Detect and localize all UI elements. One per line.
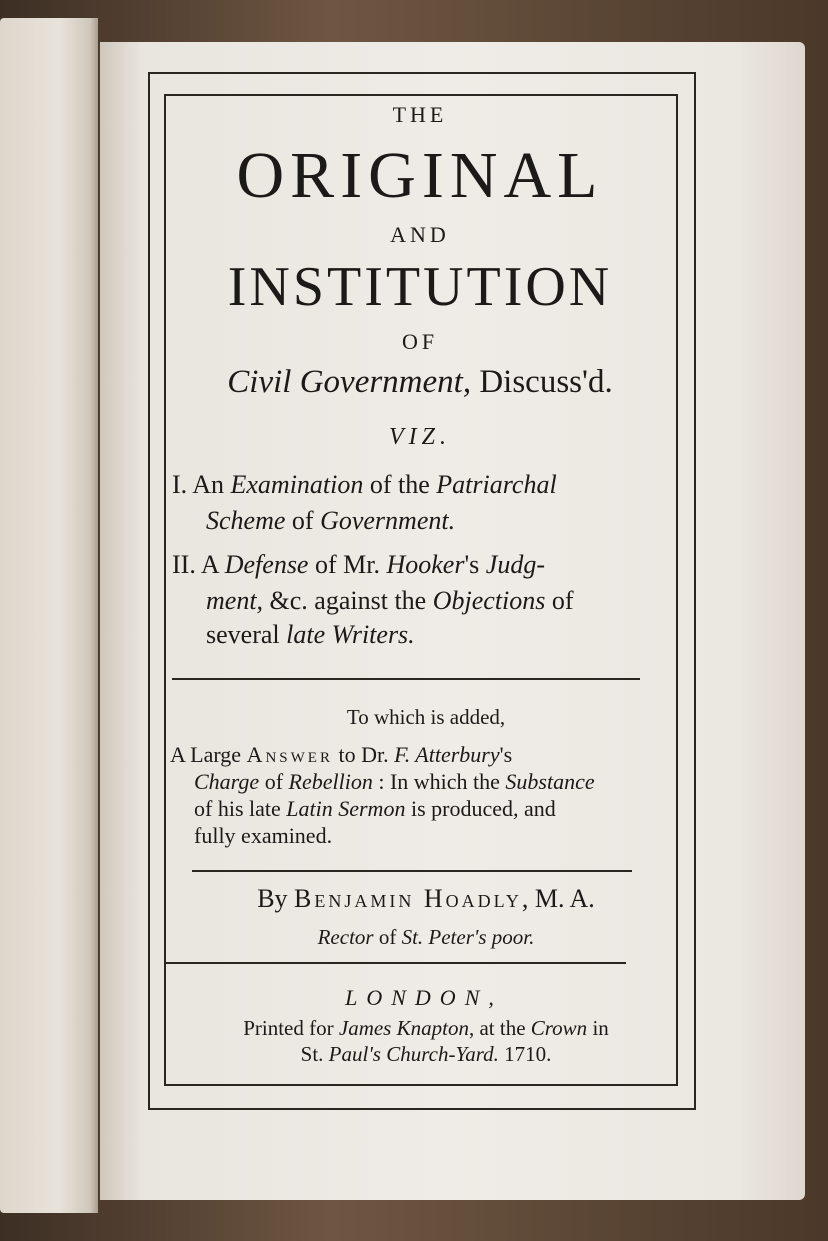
imprint-at-the: , at the — [468, 1016, 531, 1040]
imprint-london-text: LONDON, — [345, 985, 503, 1010]
title-the-text: THE — [392, 102, 448, 127]
title-the — [6, 102, 828, 128]
viz-text: VIZ. — [389, 424, 451, 450]
added-line-four — [194, 796, 644, 822]
title-and — [6, 222, 828, 248]
added-line-three — [194, 769, 644, 795]
item-two-objections: Objections — [432, 586, 546, 615]
imprint-in: in — [587, 1016, 609, 1040]
author-name: Benjamin Hoadly — [294, 884, 522, 913]
item-one-of-the: of the — [363, 470, 437, 499]
civil-government-text: Civil Government, — [227, 364, 472, 400]
added-possessive: 's — [499, 742, 513, 767]
added-line-one — [12, 705, 828, 730]
item-two-number: II. A — [172, 550, 225, 579]
item-two-line-two — [206, 586, 646, 616]
title-institution — [6, 255, 828, 319]
imprint-james-knapton: James Knapton — [338, 1016, 469, 1040]
subtitle-civil-government — [6, 364, 828, 401]
rector-parish: St. Peter's poor. — [401, 925, 535, 949]
imprint-year: 1710. — [498, 1042, 552, 1066]
item-one-examination: Examination — [230, 470, 364, 499]
rector-of: of — [373, 925, 402, 949]
added-rebellion: Rebellion — [288, 769, 373, 794]
added-to-dr: to Dr. — [332, 742, 395, 767]
item-two-of: of — [545, 586, 574, 615]
added-is-produced: is produced, and — [405, 796, 556, 821]
item-two-hooker: Hooker — [386, 550, 465, 579]
item-two-against: &c. against the — [263, 586, 433, 615]
item-two-line-one — [172, 550, 652, 580]
item-two-defense: Defense — [224, 550, 309, 579]
item-two-ment: ment, — [206, 586, 264, 615]
imprint-london — [10, 985, 828, 1011]
item-two-several: several — [206, 620, 287, 649]
title-original-text: ORIGINAL — [236, 139, 604, 212]
item-two-of-mr: of Mr. — [308, 550, 387, 579]
item-one-line-one — [172, 470, 652, 500]
added-atterbury: F. Atterbury — [394, 742, 500, 767]
imprint-printed: Printed for — [243, 1016, 339, 1040]
author-line — [12, 884, 828, 914]
viz-label — [6, 424, 828, 451]
title-of-text: OF — [401, 329, 439, 354]
item-one-number: I. An — [172, 470, 231, 499]
author-by: By — [257, 884, 295, 913]
imprint-pauls-church-yard: Paul's Church-Yard. — [328, 1042, 499, 1066]
item-one-government: Government. — [320, 506, 456, 535]
divider-rule-3 — [166, 962, 626, 964]
item-one-of: of — [285, 506, 321, 535]
added-intro: To which is added, — [346, 705, 506, 729]
item-two-possessive: 's — [464, 550, 486, 579]
added-answer: Answer — [246, 742, 333, 767]
title-original — [6, 138, 828, 214]
title-institution-text: INSTITUTION — [227, 256, 613, 318]
discussed-text: Discuss'd. — [471, 364, 613, 400]
added-of-his-late: of his late — [194, 796, 287, 821]
item-one-line-two — [206, 506, 646, 536]
divider-rule-1 — [172, 678, 640, 680]
imprint-crown: Crown — [530, 1016, 588, 1040]
added-line-two — [170, 742, 650, 768]
author-degree: , M. A. — [521, 884, 595, 913]
item-one-scheme: Scheme — [206, 506, 286, 535]
added-of: of — [259, 769, 289, 794]
added-charge: Charge — [194, 769, 260, 794]
imprint-st: St. — [300, 1042, 329, 1066]
item-one-patriarchal: Patriarchal — [436, 470, 557, 499]
title-of — [6, 329, 828, 355]
rector-line — [12, 925, 828, 950]
imprint-church-yard — [12, 1042, 828, 1067]
added-in-which: : In which the — [372, 769, 506, 794]
item-two-late-writers: late Writers. — [286, 620, 415, 649]
title-and-text: AND — [390, 222, 450, 247]
rector-title: Rector — [317, 925, 374, 949]
added-fully-examined: fully examined. — [194, 823, 333, 848]
divider-rule-2 — [192, 870, 632, 872]
item-two-line-three — [206, 620, 646, 650]
added-substance: Substance — [505, 769, 595, 794]
item-two-judg: Judg- — [485, 550, 545, 579]
added-latin-sermon: Latin Sermon — [286, 796, 406, 821]
added-a-large: A Large — [170, 742, 247, 767]
added-line-five — [194, 823, 644, 849]
imprint-printed-for — [12, 1016, 828, 1041]
